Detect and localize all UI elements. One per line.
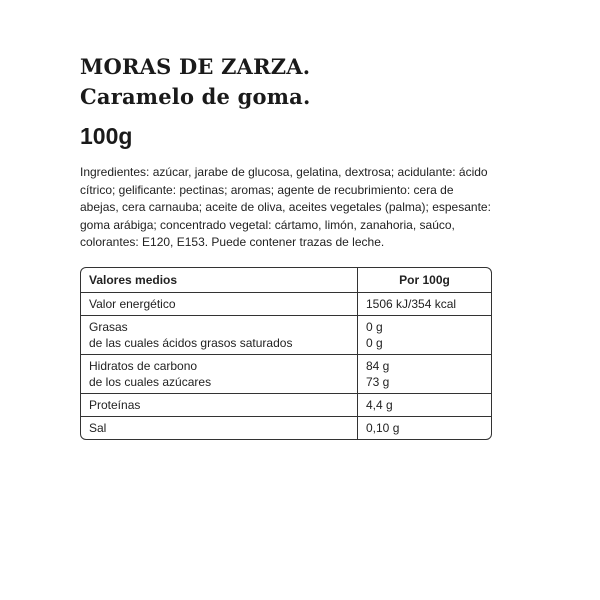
nutrient-value: 4,4 g — [366, 397, 393, 412]
nutrient-label: Hidratos de carbono — [89, 358, 198, 373]
ingredients-line: Ingredientes: azúcar, jarabe de glucosa, gelatina, dextrosa; acidulante: ácido — [80, 165, 488, 179]
product-label — [80, 52, 520, 440]
nutrient-label: Valor energético — [89, 296, 176, 311]
table-row — [81, 354, 491, 393]
nutrient-value: 0 g — [366, 319, 383, 334]
ingredients-line: cítrico; gelificante: pectinas; aromas; agente de recubrimiento: cera de — [80, 182, 454, 197]
product-name: MORAS DE ZARZA. — [80, 54, 311, 79]
table-row — [81, 416, 491, 439]
nutrient-subvalue: 73 g — [366, 374, 390, 389]
nutrient-value: 0,10 g — [366, 420, 400, 435]
header-por-100g: Por 100g — [357, 268, 491, 293]
nutrient-value: 84 g — [366, 358, 390, 373]
net-weight: 100g — [80, 123, 133, 149]
ingredients-line: goma arábiga; concentrado vegetal: cártamo, limón, zanahoria, saúco, — [80, 217, 455, 232]
nutrient-sublabel: de las cuales ácidos grasos saturados — [89, 335, 293, 350]
nutrient-label: Proteínas — [89, 397, 141, 412]
table-header-row — [81, 268, 491, 293]
table-row — [81, 293, 491, 315]
table-row — [81, 393, 491, 416]
nutrition-table — [80, 267, 492, 440]
header-valores-medios: Valores medios — [81, 268, 357, 293]
ingredients-line: colorantes: E120, E153. Puede contener trazas de leche. — [80, 235, 385, 249]
nutrient-label: Grasas — [89, 319, 128, 334]
nutrient-sublabel: de los cuales azúcares — [89, 374, 212, 389]
nutrient-subvalue: 0 g — [366, 335, 383, 350]
product-type: Caramelo de goma. — [80, 84, 311, 109]
ingredients-line: abejas, cera carnauba; aceite de oliva, aceites vegetales (palma); espesante: — [80, 200, 491, 214]
ingredients-text — [80, 164, 520, 252]
nutrient-label: Sal — [89, 420, 107, 435]
nutrient-value: 1506 kJ/354 kcal — [366, 296, 457, 311]
table-row — [81, 315, 491, 354]
